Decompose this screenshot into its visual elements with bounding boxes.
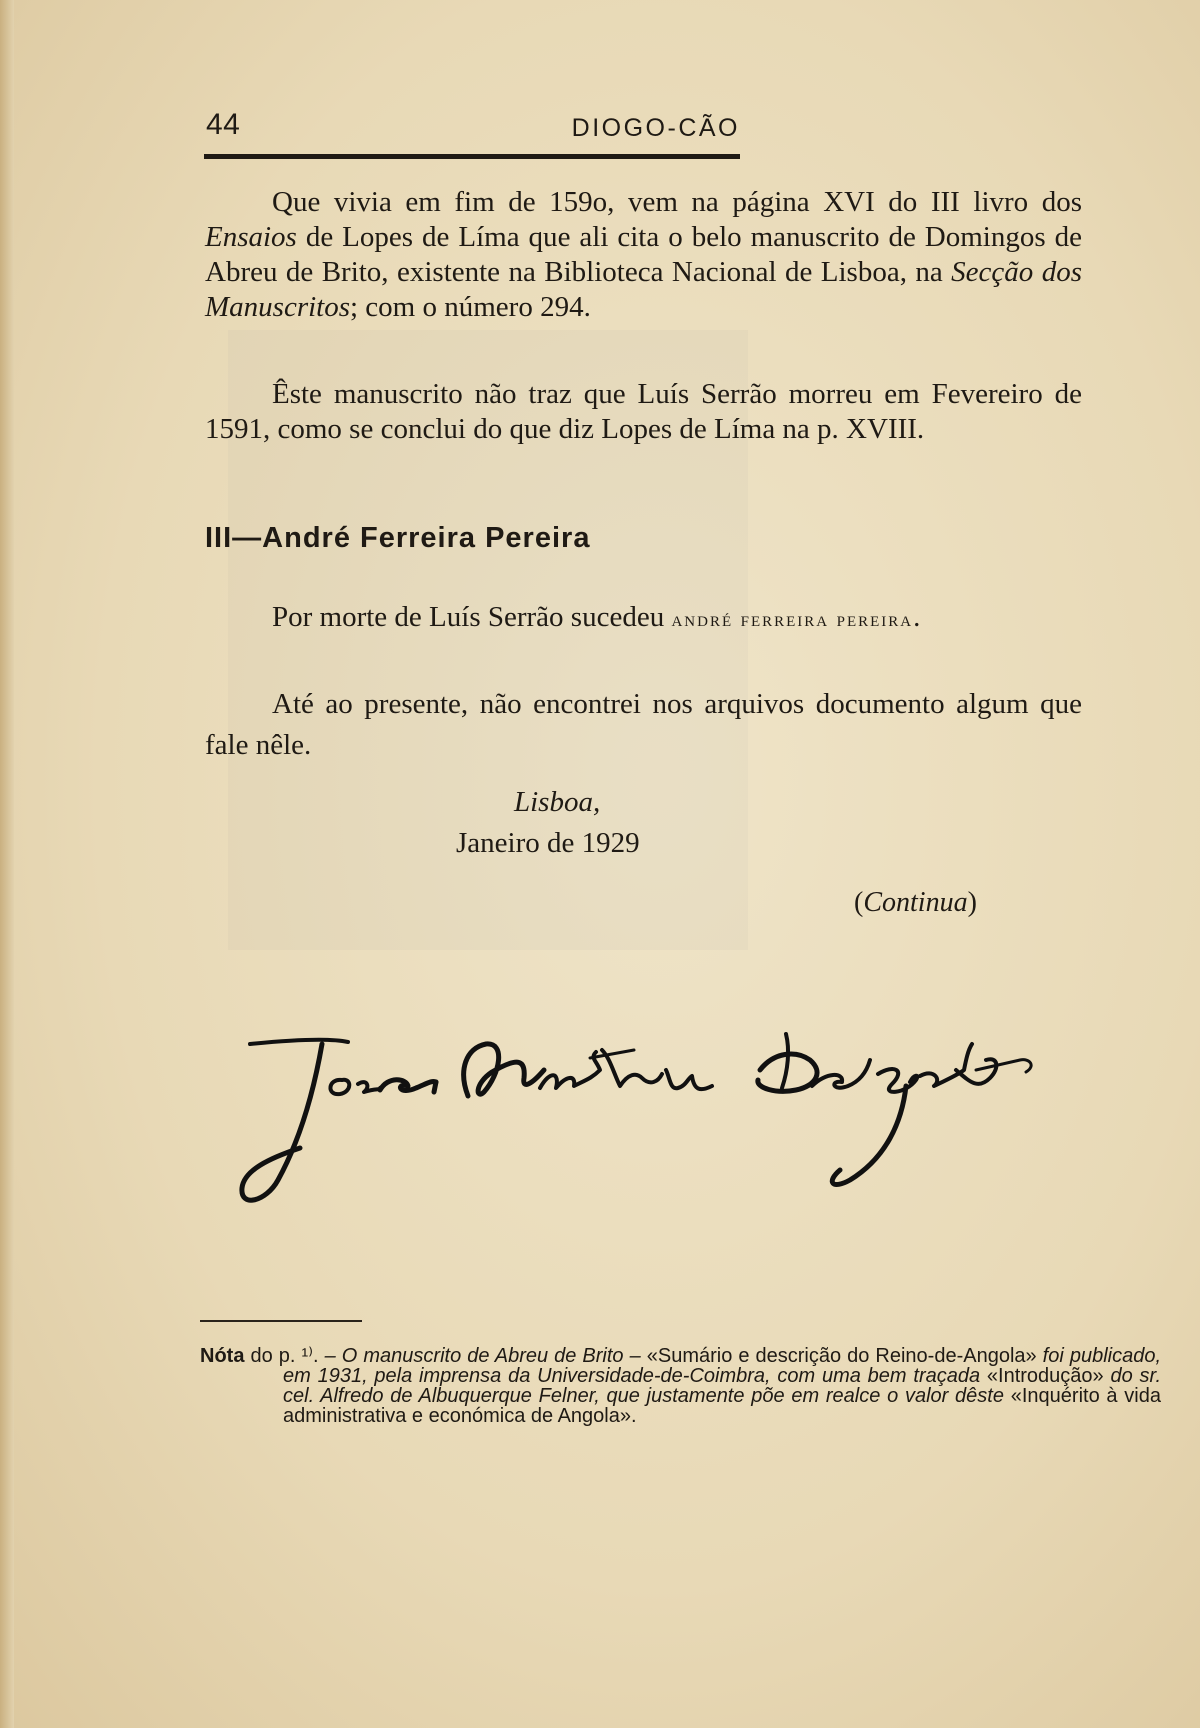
name-smallcaps: andré ferreira pereira [671, 606, 914, 631]
handwritten-signature [230, 1030, 1060, 1210]
footnote-quote-sumario: «Sumário e descrição do Reino-de-Angola» [646, 1345, 1037, 1367]
paragraph-1 [205, 185, 1082, 325]
running-title: DIOGO-CÃO [571, 114, 740, 142]
footnote-text-c: do sr. cel. Alfredo de Albuquerque Felner, que justamente põe em realce o valor dêste [283, 1365, 1161, 1407]
section-heading: III—André Ferreira Pereira [205, 522, 591, 554]
paragraph-3-text-b: . [913, 601, 921, 633]
place-line: Lisboa, [514, 786, 601, 818]
book-title-ensaios: Ensaios [205, 221, 297, 253]
paragraph-3-text-a: Por morte de Luís Serrão sucedeu [272, 601, 672, 633]
footnote-text-a: – O manuscrito de Abreu de Brito – [318, 1345, 647, 1367]
page-number: 44 [206, 108, 241, 141]
continua-open-paren: ( [854, 887, 864, 918]
continua-note [854, 887, 977, 919]
paragraph-2: Êste manuscrito não traz que Luís Serrão morreu em Fevereiro de 1591, como se conclui do que diz Lopes de Líma na p. XVIII. [205, 378, 1082, 445]
footnote-ref: do p. ¹⁾. [244, 1345, 319, 1367]
continua-close-paren: ) [967, 887, 977, 918]
running-header [206, 108, 740, 148]
footnote-quote-inquerito: «Inquérito à vida administrativa e económica de Angola» [283, 1385, 1161, 1427]
paragraph-1-text-b: de Lopes de Líma que ali cita o belo manuscrito de Domingos de Abreu de Brito, existente na Biblioteca Nacional de Lisboa, na [205, 221, 1082, 288]
section-title-manuscritos: Secção dos Manuscritos [205, 256, 1082, 323]
header-rule [204, 154, 740, 159]
paragraph-3 [205, 597, 1082, 639]
footnote [200, 1346, 1161, 1426]
continua-text: Continua [863, 887, 968, 918]
paragraph-1-text-a: Que vivia em fim de 159o, vem na página XVI do III livro dos [272, 186, 1082, 218]
page-fold-edge [0, 0, 14, 1728]
paragraph-1-text-c: ; com o número 294. [350, 291, 591, 323]
date-line: Janeiro de 1929 [456, 827, 640, 859]
paragraph-4: Até ao presente, não encontrei nos arquivos documento algum que fale nêle. [205, 688, 1082, 761]
footnote-label: Nóta [200, 1345, 245, 1367]
footnote-rule [200, 1320, 362, 1322]
footnote-text-b: foi publicado, em 1931, pela imprensa da Universidade-de-Coimbra, com uma bem traçada [283, 1345, 1162, 1387]
footnote-quote-introducao: «Introdução» [986, 1365, 1104, 1387]
footnote-end: . [631, 1405, 637, 1427]
